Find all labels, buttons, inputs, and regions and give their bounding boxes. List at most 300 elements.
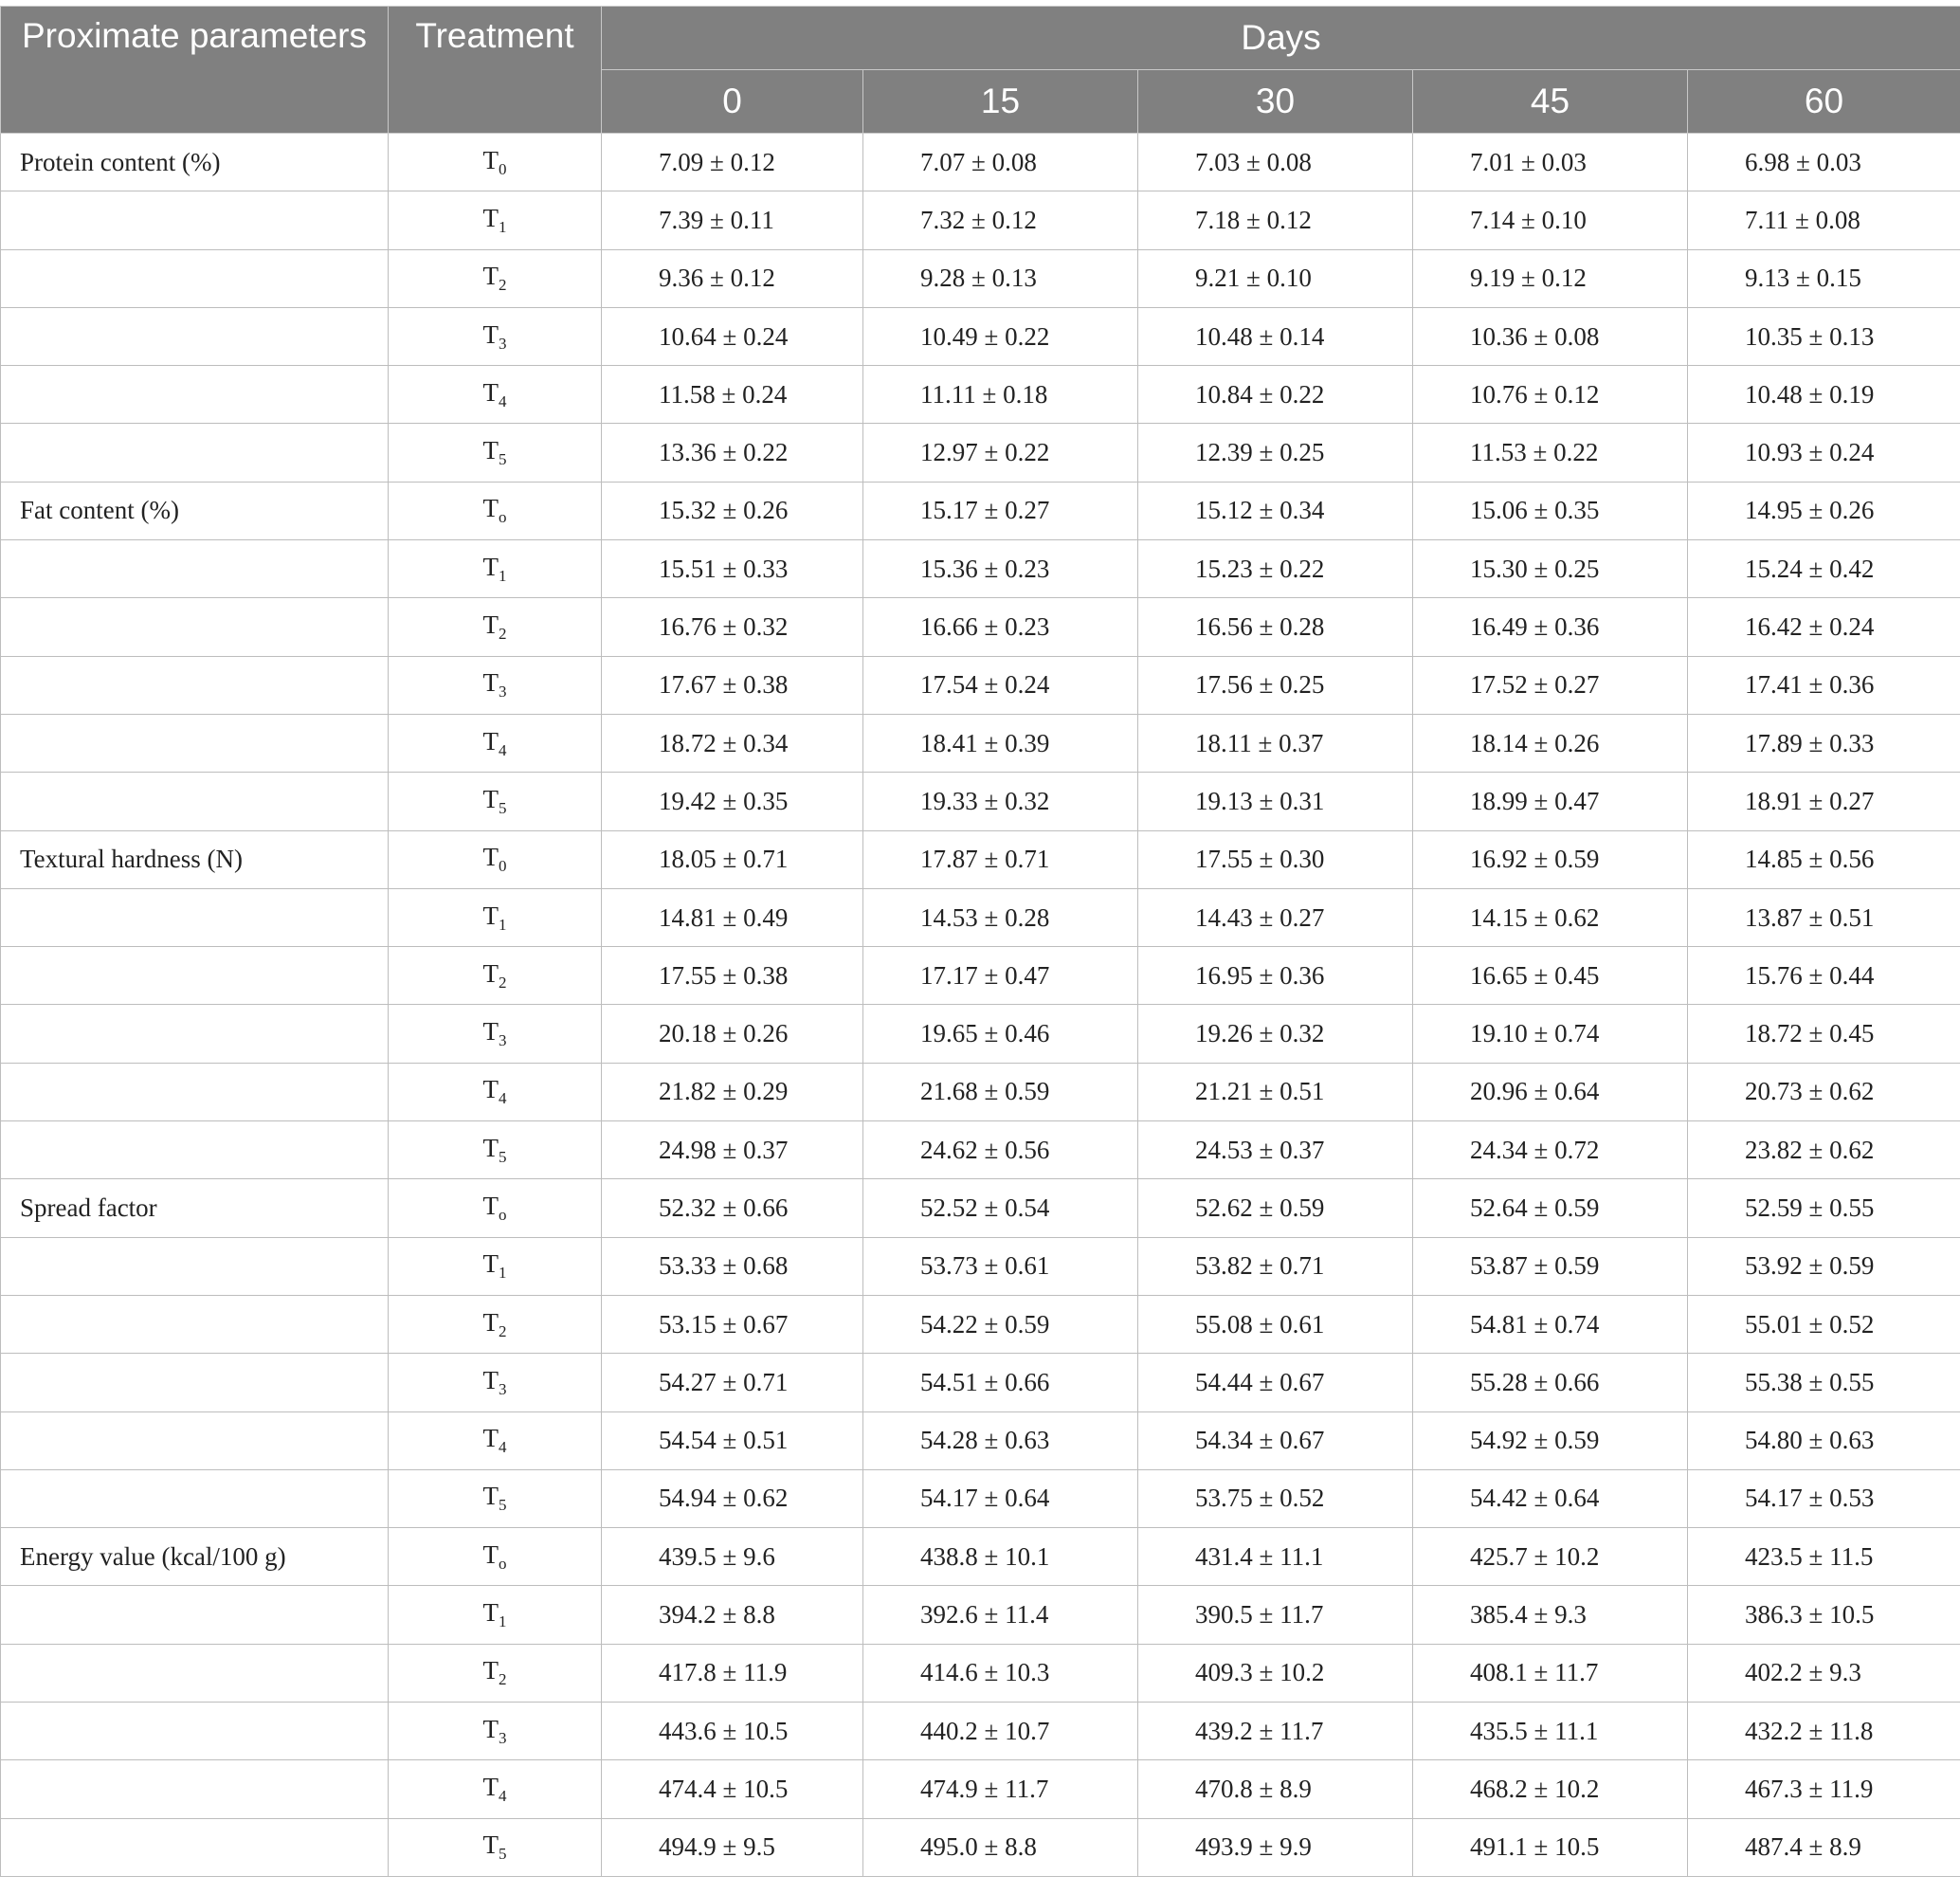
treatment-cell [389, 830, 602, 888]
table-row [1, 1760, 1960, 1818]
table-row [1, 773, 1960, 830]
treatment-cell [389, 424, 602, 482]
treatment-subscript: 4 [499, 1089, 507, 1108]
treatment-letter: T [482, 1772, 499, 1801]
value-cell: 54.54 ± 0.51 [602, 1411, 863, 1469]
value-cell: 394.2 ± 8.8 [602, 1586, 863, 1644]
value-cell: 18.91 ± 0.27 [1688, 773, 1960, 830]
parameter-cell [1, 1295, 389, 1353]
treatment-subscript: 3 [499, 683, 507, 701]
table-row [1, 366, 1960, 424]
value-cell: 494.9 ± 9.5 [602, 1818, 863, 1876]
value-cell: 20.18 ± 0.26 [602, 1005, 863, 1063]
value-cell: 14.53 ± 0.28 [863, 888, 1138, 946]
header-day-45: 45 [1413, 70, 1688, 134]
value-cell: 470.8 ± 8.9 [1138, 1760, 1413, 1818]
table-row [1, 1469, 1960, 1527]
table-row [1, 424, 1960, 482]
value-cell: 24.34 ± 0.72 [1413, 1121, 1688, 1179]
treatment-cell [389, 1760, 602, 1818]
treatment-subscript: 0 [499, 159, 507, 178]
value-cell: 435.5 ± 11.1 [1413, 1703, 1688, 1760]
table-row [1, 249, 1960, 307]
parameter-cell: Fat content (%) [1, 482, 389, 539]
value-cell: 10.76 ± 0.12 [1413, 366, 1688, 424]
value-cell: 15.30 ± 0.25 [1413, 540, 1688, 598]
treatment-cell [389, 134, 602, 191]
value-cell: 54.17 ± 0.64 [863, 1469, 1138, 1527]
value-cell: 495.0 ± 8.8 [863, 1818, 1138, 1876]
treatment-letter: T [482, 319, 499, 349]
value-cell: 10.49 ± 0.22 [863, 307, 1138, 365]
parameter-cell [1, 1469, 389, 1527]
value-cell: 54.80 ± 0.63 [1688, 1411, 1960, 1469]
value-cell: 18.72 ± 0.45 [1688, 1005, 1960, 1063]
treatment-subscript: 3 [499, 334, 507, 353]
treatment-subscript: o [499, 508, 507, 527]
parameter-cell [1, 598, 389, 656]
value-cell: 9.28 ± 0.13 [863, 249, 1138, 307]
treatment-letter: T [482, 1424, 499, 1453]
table-row [1, 1644, 1960, 1702]
treatment-cell [389, 1063, 602, 1120]
value-cell: 431.4 ± 11.1 [1138, 1528, 1413, 1586]
table-header [1, 7, 1960, 134]
parameter-cell [1, 540, 389, 598]
value-cell: 16.56 ± 0.28 [1138, 598, 1413, 656]
treatment-letter: T [482, 843, 499, 872]
treatment-cell [389, 1703, 602, 1760]
treatment-letter: T [482, 1365, 499, 1394]
value-cell: 54.28 ± 0.63 [863, 1411, 1138, 1469]
value-cell: 17.87 ± 0.71 [863, 830, 1138, 888]
header-day-0: 0 [602, 70, 863, 134]
value-cell: 17.54 ± 0.24 [863, 656, 1138, 714]
value-cell: 54.42 ± 0.64 [1413, 1469, 1688, 1527]
value-cell: 414.6 ± 10.3 [863, 1644, 1138, 1702]
value-cell: 11.11 ± 0.18 [863, 366, 1138, 424]
treatment-subscript: 4 [499, 392, 507, 410]
treatment-letter: T [482, 1714, 499, 1743]
value-cell: 7.03 ± 0.08 [1138, 134, 1413, 191]
value-cell: 16.66 ± 0.23 [863, 598, 1138, 656]
value-cell: 14.15 ± 0.62 [1413, 888, 1688, 946]
value-cell: 54.17 ± 0.53 [1688, 1469, 1960, 1527]
parameter-cell [1, 1818, 389, 1876]
parameter-cell [1, 1354, 389, 1411]
treatment-cell [389, 773, 602, 830]
value-cell: 423.5 ± 11.5 [1688, 1528, 1960, 1586]
value-cell: 10.64 ± 0.24 [602, 307, 863, 365]
parameter-cell [1, 1586, 389, 1644]
table-row [1, 1295, 1960, 1353]
value-cell: 18.05 ± 0.71 [602, 830, 863, 888]
treatment-letter: T [482, 203, 499, 232]
table-row [1, 540, 1960, 598]
value-cell: 15.36 ± 0.23 [863, 540, 1138, 598]
parameter-cell: Spread factor [1, 1179, 389, 1237]
value-cell: 14.85 ± 0.56 [1688, 830, 1960, 888]
value-cell: 432.2 ± 11.8 [1688, 1703, 1960, 1760]
value-cell: 55.38 ± 0.55 [1688, 1354, 1960, 1411]
value-cell: 17.55 ± 0.38 [602, 947, 863, 1005]
value-cell: 19.33 ± 0.32 [863, 773, 1138, 830]
proximate-table [0, 6, 1960, 1877]
parameter-cell [1, 773, 389, 830]
parameter-cell [1, 424, 389, 482]
value-cell: 7.01 ± 0.03 [1413, 134, 1688, 191]
parameter-cell [1, 1703, 389, 1760]
value-cell: 54.92 ± 0.59 [1413, 1411, 1688, 1469]
table-row [1, 1121, 1960, 1179]
header-treatment: Treatment [389, 7, 602, 134]
treatment-letter: T [482, 1830, 499, 1860]
parameter-cell [1, 1063, 389, 1120]
value-cell: 7.07 ± 0.08 [863, 134, 1138, 191]
value-cell: 9.36 ± 0.12 [602, 249, 863, 307]
treatment-cell [389, 366, 602, 424]
treatment-letter: T [482, 1598, 499, 1628]
treatment-subscript: 5 [499, 1147, 507, 1166]
table-row [1, 1586, 1960, 1644]
value-cell: 6.98 ± 0.03 [1688, 134, 1960, 191]
parameter-cell [1, 1005, 389, 1063]
treatment-cell [389, 1528, 602, 1586]
value-cell: 15.12 ± 0.34 [1138, 482, 1413, 539]
value-cell: 52.64 ± 0.59 [1413, 1179, 1688, 1237]
treatment-cell [389, 1121, 602, 1179]
treatment-subscript: 1 [499, 566, 507, 585]
table-row [1, 947, 1960, 1005]
table-row [1, 1005, 1960, 1063]
value-cell: 55.01 ± 0.52 [1688, 1295, 1960, 1353]
parameter-cell: Energy value (kcal/100 g) [1, 1528, 389, 1586]
treatment-subscript: 5 [499, 1496, 507, 1515]
treatment-cell [389, 1469, 602, 1527]
header-day-15: 15 [863, 70, 1138, 134]
treatment-letter: T [482, 377, 499, 407]
value-cell: 16.95 ± 0.36 [1138, 947, 1413, 1005]
parameter-cell [1, 1121, 389, 1179]
treatment-letter: T [482, 494, 499, 523]
header-day-30: 30 [1138, 70, 1413, 134]
value-cell: 468.2 ± 10.2 [1413, 1760, 1688, 1818]
treatment-cell [389, 1644, 602, 1702]
value-cell: 14.81 ± 0.49 [602, 888, 863, 946]
treatment-subscript: 1 [499, 915, 507, 934]
value-cell: 409.3 ± 10.2 [1138, 1644, 1413, 1702]
value-cell: 10.48 ± 0.19 [1688, 366, 1960, 424]
table-row [1, 888, 1960, 946]
value-cell: 21.21 ± 0.51 [1138, 1063, 1413, 1120]
value-cell: 12.39 ± 0.25 [1138, 424, 1413, 482]
treatment-letter: T [482, 958, 499, 988]
value-cell: 19.65 ± 0.46 [863, 1005, 1138, 1063]
parameter-cell [1, 249, 389, 307]
treatment-cell [389, 191, 602, 249]
value-cell: 10.35 ± 0.13 [1688, 307, 1960, 365]
treatment-cell [389, 1237, 602, 1295]
value-cell: 10.84 ± 0.22 [1138, 366, 1413, 424]
value-cell: 15.76 ± 0.44 [1688, 947, 1960, 1005]
value-cell: 440.2 ± 10.7 [863, 1703, 1138, 1760]
treatment-letter: T [482, 1017, 499, 1047]
value-cell: 24.53 ± 0.37 [1138, 1121, 1413, 1179]
value-cell: 7.32 ± 0.12 [863, 191, 1138, 249]
value-cell: 9.13 ± 0.15 [1688, 249, 1960, 307]
treatment-cell [389, 482, 602, 539]
value-cell: 53.33 ± 0.68 [602, 1237, 863, 1295]
value-cell: 7.11 ± 0.08 [1688, 191, 1960, 249]
header-days: Days [602, 7, 1960, 70]
value-cell: 53.87 ± 0.59 [1413, 1237, 1688, 1295]
value-cell: 53.73 ± 0.61 [863, 1237, 1138, 1295]
treatment-cell [389, 947, 602, 1005]
value-cell: 53.92 ± 0.59 [1688, 1237, 1960, 1295]
treatment-cell [389, 1411, 602, 1469]
value-cell: 53.75 ± 0.52 [1138, 1469, 1413, 1527]
table-row [1, 1528, 1960, 1586]
treatment-letter: T [482, 552, 499, 581]
value-cell: 23.82 ± 0.62 [1688, 1121, 1960, 1179]
value-cell: 54.81 ± 0.74 [1413, 1295, 1688, 1353]
value-cell: 11.53 ± 0.22 [1413, 424, 1688, 482]
table-row [1, 1179, 1960, 1237]
treatment-cell [389, 1005, 602, 1063]
parameter-cell [1, 1411, 389, 1469]
value-cell: 13.87 ± 0.51 [1688, 888, 1960, 946]
treatment-subscript: 5 [499, 1845, 507, 1864]
value-cell: 16.42 ± 0.24 [1688, 598, 1960, 656]
table-row [1, 1063, 1960, 1120]
table-row [1, 656, 1960, 714]
treatment-subscript: 4 [499, 740, 507, 759]
value-cell: 7.18 ± 0.12 [1138, 191, 1413, 249]
value-cell: 439.2 ± 11.7 [1138, 1703, 1413, 1760]
table-row [1, 598, 1960, 656]
value-cell: 18.11 ± 0.37 [1138, 714, 1413, 772]
treatment-subscript: 2 [499, 973, 507, 992]
parameter-cell [1, 888, 389, 946]
value-cell: 474.4 ± 10.5 [602, 1760, 863, 1818]
value-cell: 17.17 ± 0.47 [863, 947, 1138, 1005]
value-cell: 15.23 ± 0.22 [1138, 540, 1413, 598]
treatment-letter: T [482, 1307, 499, 1337]
value-cell: 11.58 ± 0.24 [602, 366, 863, 424]
value-cell: 18.14 ± 0.26 [1413, 714, 1688, 772]
value-cell: 9.19 ± 0.12 [1413, 249, 1688, 307]
value-cell: 467.3 ± 11.9 [1688, 1760, 1960, 1818]
table-row [1, 1703, 1960, 1760]
value-cell: 487.4 ± 8.9 [1688, 1818, 1960, 1876]
treatment-subscript: 2 [499, 625, 507, 644]
table-row [1, 1354, 1960, 1411]
value-cell: 53.82 ± 0.71 [1138, 1237, 1413, 1295]
treatment-cell [389, 888, 602, 946]
treatment-letter: T [482, 1075, 499, 1104]
value-cell: 18.72 ± 0.34 [602, 714, 863, 772]
value-cell: 53.15 ± 0.67 [602, 1295, 863, 1353]
header-proximate-parameters: Proximate parameters [1, 7, 389, 134]
value-cell: 491.1 ± 10.5 [1413, 1818, 1688, 1876]
value-cell: 408.1 ± 11.7 [1413, 1644, 1688, 1702]
value-cell: 18.41 ± 0.39 [863, 714, 1138, 772]
value-cell: 20.96 ± 0.64 [1413, 1063, 1688, 1120]
table-body [1, 134, 1960, 1877]
treatment-subscript: 3 [499, 1031, 507, 1050]
value-cell: 24.62 ± 0.56 [863, 1121, 1138, 1179]
parameter-cell [1, 1644, 389, 1702]
treatment-subscript: 0 [499, 857, 507, 876]
parameter-cell [1, 307, 389, 365]
treatment-letter: T [482, 145, 499, 174]
value-cell: 390.5 ± 11.7 [1138, 1586, 1413, 1644]
value-cell: 15.51 ± 0.33 [602, 540, 863, 598]
treatment-letter: T [482, 1539, 499, 1569]
treatment-subscript: 1 [499, 217, 507, 236]
treatment-letter: T [482, 901, 499, 930]
value-cell: 417.8 ± 11.9 [602, 1644, 863, 1702]
value-cell: 9.21 ± 0.10 [1138, 249, 1413, 307]
value-cell: 52.59 ± 0.55 [1688, 1179, 1960, 1237]
value-cell: 14.43 ± 0.27 [1138, 888, 1413, 946]
value-cell: 15.17 ± 0.27 [863, 482, 1138, 539]
value-cell: 16.49 ± 0.36 [1413, 598, 1688, 656]
value-cell: 54.51 ± 0.66 [863, 1354, 1138, 1411]
treatment-subscript: 5 [499, 450, 507, 469]
treatment-subscript: o [499, 1205, 507, 1224]
value-cell: 54.27 ± 0.71 [602, 1354, 863, 1411]
value-cell: 16.65 ± 0.45 [1413, 947, 1688, 1005]
value-cell: 10.48 ± 0.14 [1138, 307, 1413, 365]
table-row [1, 482, 1960, 539]
treatment-cell [389, 1354, 602, 1411]
value-cell: 16.76 ± 0.32 [602, 598, 863, 656]
value-cell: 443.6 ± 10.5 [602, 1703, 863, 1760]
value-cell: 385.4 ± 9.3 [1413, 1586, 1688, 1644]
treatment-subscript: o [499, 1554, 507, 1573]
value-cell: 17.52 ± 0.27 [1413, 656, 1688, 714]
value-cell: 474.9 ± 11.7 [863, 1760, 1138, 1818]
value-cell: 17.67 ± 0.38 [602, 656, 863, 714]
value-cell: 24.98 ± 0.37 [602, 1121, 863, 1179]
value-cell: 425.7 ± 10.2 [1413, 1528, 1688, 1586]
treatment-subscript: 4 [499, 1438, 507, 1457]
parameter-cell [1, 366, 389, 424]
table-row [1, 830, 1960, 888]
treatment-subscript: 1 [499, 1264, 507, 1283]
treatment-cell [389, 656, 602, 714]
value-cell: 54.44 ± 0.67 [1138, 1354, 1413, 1411]
treatment-cell [389, 1818, 602, 1876]
value-cell: 21.82 ± 0.29 [602, 1063, 863, 1120]
value-cell: 12.97 ± 0.22 [863, 424, 1138, 482]
value-cell: 17.41 ± 0.36 [1688, 656, 1960, 714]
value-cell: 402.2 ± 9.3 [1688, 1644, 1960, 1702]
parameter-cell: Textural hardness (N) [1, 830, 389, 888]
treatment-letter: T [482, 610, 499, 640]
value-cell: 17.89 ± 0.33 [1688, 714, 1960, 772]
value-cell: 7.09 ± 0.12 [602, 134, 863, 191]
treatment-cell [389, 1586, 602, 1644]
value-cell: 10.93 ± 0.24 [1688, 424, 1960, 482]
table-row [1, 134, 1960, 191]
table-row [1, 714, 1960, 772]
value-cell: 439.5 ± 9.6 [602, 1528, 863, 1586]
value-cell: 15.24 ± 0.42 [1688, 540, 1960, 598]
treatment-letter: T [482, 1133, 499, 1162]
value-cell: 392.6 ± 11.4 [863, 1586, 1138, 1644]
value-cell: 10.36 ± 0.08 [1413, 307, 1688, 365]
treatment-letter: T [482, 668, 499, 698]
treatment-letter: T [482, 1482, 499, 1511]
value-cell: 19.26 ± 0.32 [1138, 1005, 1413, 1063]
treatment-cell [389, 540, 602, 598]
value-cell: 52.52 ± 0.54 [863, 1179, 1138, 1237]
treatment-letter: T [482, 262, 499, 291]
value-cell: 13.36 ± 0.22 [602, 424, 863, 482]
parameter-cell [1, 1760, 389, 1818]
value-cell: 438.8 ± 10.1 [863, 1528, 1138, 1586]
treatment-subscript: 2 [499, 1321, 507, 1340]
value-cell: 55.08 ± 0.61 [1138, 1295, 1413, 1353]
treatment-letter: T [482, 1191, 499, 1220]
value-cell: 19.42 ± 0.35 [602, 773, 863, 830]
treatment-letter: T [482, 784, 499, 813]
treatment-subscript: 2 [499, 276, 507, 295]
value-cell: 7.39 ± 0.11 [602, 191, 863, 249]
treatment-cell [389, 714, 602, 772]
value-cell: 15.32 ± 0.26 [602, 482, 863, 539]
table-row [1, 1237, 1960, 1295]
value-cell: 54.34 ± 0.67 [1138, 1411, 1413, 1469]
parameter-cell [1, 191, 389, 249]
table-row [1, 307, 1960, 365]
treatment-letter: T [482, 436, 499, 465]
value-cell: 52.62 ± 0.59 [1138, 1179, 1413, 1237]
value-cell: 14.95 ± 0.26 [1688, 482, 1960, 539]
treatment-subscript: 4 [499, 1786, 507, 1805]
value-cell: 54.94 ± 0.62 [602, 1469, 863, 1527]
table-row [1, 1818, 1960, 1876]
treatment-cell [389, 307, 602, 365]
value-cell: 17.55 ± 0.30 [1138, 830, 1413, 888]
value-cell: 19.10 ± 0.74 [1413, 1005, 1688, 1063]
treatment-cell [389, 598, 602, 656]
treatment-subscript: 3 [499, 1379, 507, 1398]
header-day-60: 60 [1688, 70, 1960, 134]
treatment-cell [389, 1295, 602, 1353]
table-row [1, 1411, 1960, 1469]
treatment-letter: T [482, 726, 499, 756]
parameter-cell [1, 1237, 389, 1295]
value-cell: 54.22 ± 0.59 [863, 1295, 1138, 1353]
value-cell: 493.9 ± 9.9 [1138, 1818, 1413, 1876]
treatment-subscript: 1 [499, 1612, 507, 1631]
treatment-subscript: 3 [499, 1728, 507, 1747]
value-cell: 16.92 ± 0.59 [1413, 830, 1688, 888]
treatment-cell [389, 249, 602, 307]
value-cell: 17.56 ± 0.25 [1138, 656, 1413, 714]
table-row [1, 191, 1960, 249]
value-cell: 7.14 ± 0.10 [1413, 191, 1688, 249]
value-cell: 386.3 ± 10.5 [1688, 1586, 1960, 1644]
treatment-subscript: 2 [499, 1670, 507, 1689]
value-cell: 18.99 ± 0.47 [1413, 773, 1688, 830]
value-cell: 21.68 ± 0.59 [863, 1063, 1138, 1120]
value-cell: 52.32 ± 0.66 [602, 1179, 863, 1237]
treatment-letter: T [482, 1249, 499, 1279]
